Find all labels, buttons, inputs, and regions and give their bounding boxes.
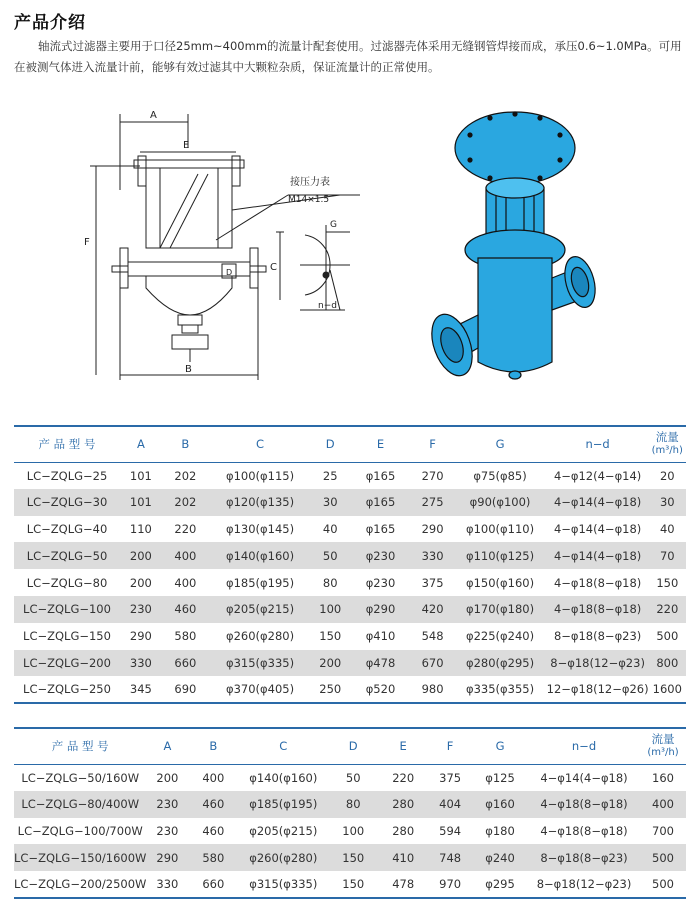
cell-nd: 8−φ18(8−φ23) — [540, 850, 628, 865]
cell-f: 330 — [421, 548, 444, 563]
cell-a: 101 — [129, 468, 152, 483]
cell-g: φ170(φ180) — [466, 602, 535, 617]
cell-g: φ240 — [485, 850, 515, 865]
cell-d: 80 — [322, 575, 338, 590]
table-row — [14, 516, 686, 543]
cell-e: 478 — [392, 877, 415, 892]
cell-b: 660 — [174, 655, 197, 670]
cell-nd: 4−φ18(8−φ18) — [540, 823, 628, 838]
cell-d: 30 — [322, 495, 338, 510]
cell-model: LC−ZQLG−50/160W — [21, 770, 140, 785]
cell-nd: 4−φ12(4−φ14) — [553, 468, 642, 483]
cell-nd: 4−φ14(4−φ18) — [540, 770, 628, 785]
cell-b: 580 — [174, 629, 197, 644]
gauge-label: 接压力表 — [290, 177, 330, 188]
header-e: E — [399, 739, 407, 754]
cell-model: LC−ZQLG−30 — [26, 495, 108, 510]
cell-flow: 500 — [652, 877, 674, 892]
cell-a: 290 — [129, 629, 152, 644]
cell-d: 50 — [345, 770, 361, 785]
cell-flow: 70 — [659, 548, 675, 563]
product-render — [424, 112, 600, 381]
header-d: D — [325, 437, 335, 452]
cell-b: 580 — [202, 850, 225, 865]
cell-e: φ165 — [365, 495, 396, 510]
cell-c: φ120(φ135) — [226, 495, 295, 510]
header-g: G — [495, 437, 505, 452]
cell-flow: 800 — [656, 655, 679, 670]
cell-f: 275 — [421, 495, 444, 510]
cell-f: 548 — [421, 629, 444, 644]
header-flow — [640, 728, 686, 764]
dim-g-label: G — [330, 220, 337, 230]
cell-b: 460 — [202, 823, 225, 838]
cell-flow: 220 — [656, 602, 679, 617]
cell-e: 220 — [392, 770, 415, 785]
cell-g: φ100(φ110) — [466, 521, 535, 536]
cell-e: φ230 — [365, 575, 396, 590]
cell-f: 980 — [421, 682, 444, 697]
cell-f: 670 — [421, 655, 444, 670]
dim-d-label: D — [226, 268, 233, 277]
header-model: 产 品 型 号 — [38, 437, 96, 452]
cell-model: LC−ZQLG−100/700W — [17, 823, 143, 838]
cell-e: 280 — [392, 797, 415, 812]
cell-g: φ150(φ160) — [466, 575, 535, 590]
cell-model: LC−ZQLG−80 — [26, 575, 108, 590]
cell-model: LC−ZQLG−80/400W — [21, 797, 140, 812]
dim-f-label: F — [84, 237, 90, 248]
cell-c: φ370(φ405) — [226, 682, 295, 697]
cell-model: LC−ZQLG−250 — [23, 682, 111, 697]
cell-b: 400 — [202, 770, 225, 785]
cell-b: 460 — [174, 602, 197, 617]
cell-model: LC−ZQLG−200 — [23, 655, 111, 670]
header-c: C — [279, 739, 288, 754]
cell-b: 690 — [174, 682, 197, 697]
table-row — [14, 542, 686, 569]
cell-b: 400 — [174, 575, 197, 590]
cell-a: 200 — [129, 548, 152, 563]
cell-model: LC−ZQLG−200/2500W — [14, 877, 147, 892]
cell-f: 290 — [421, 521, 444, 536]
cell-g: φ75(φ85) — [473, 468, 527, 483]
cell-flow: 160 — [652, 770, 674, 785]
cell-d: 40 — [322, 521, 338, 536]
cell-b: 202 — [174, 495, 197, 510]
cell-g: φ125 — [485, 770, 515, 785]
cell-f: 594 — [439, 823, 462, 838]
cell-b: 460 — [202, 797, 225, 812]
header-e: E — [376, 437, 385, 452]
cell-g: φ280(φ295) — [466, 655, 535, 670]
dim-e-label: E — [183, 140, 190, 151]
cell-e: 280 — [392, 823, 415, 838]
header-flow-label: 流量 — [655, 430, 679, 445]
cell-flow: 1600 — [652, 682, 682, 697]
cell-c: φ205(φ215) — [226, 602, 295, 617]
cell-f: 748 — [439, 850, 462, 865]
cell-b: 660 — [202, 877, 225, 892]
cell-nd: 4−φ18(8−φ18) — [540, 797, 628, 812]
cell-model: LC−ZQLG−50 — [26, 548, 108, 563]
cell-a: 101 — [129, 495, 152, 510]
cell-e: φ410 — [365, 629, 396, 644]
spec-table-standard — [14, 425, 686, 704]
product-drawings — [0, 100, 700, 410]
cell-flow: 500 — [652, 850, 674, 865]
dim-nd-label: n−d — [318, 301, 337, 311]
cell-e: φ478 — [365, 655, 396, 670]
cell-a: 230 — [129, 602, 152, 617]
header-g: G — [495, 739, 505, 754]
table-header-row — [14, 728, 686, 764]
dim-c-label: C — [270, 262, 277, 273]
table-row — [14, 650, 686, 677]
cell-model: LC−ZQLG−100 — [23, 602, 111, 617]
cell-d: 100 — [319, 602, 342, 617]
cell-flow: 30 — [659, 495, 675, 510]
header-a: A — [136, 437, 145, 452]
cell-nd: 4−φ14(4−φ18) — [553, 548, 642, 563]
cell-f: 270 — [421, 468, 444, 483]
cell-d: 150 — [342, 850, 365, 865]
spec-table-w-series — [14, 727, 686, 899]
cell-c: φ260(φ280) — [226, 629, 295, 644]
cell-flow: 40 — [659, 521, 675, 536]
cell-model: LC−ZQLG−150/1600W — [14, 850, 147, 865]
cell-e: φ290 — [365, 602, 396, 617]
cell-e: φ230 — [365, 548, 396, 563]
cell-a: 200 — [156, 770, 179, 785]
cell-c: φ260(φ280) — [249, 850, 318, 865]
cell-nd: 4−φ14(4−φ18) — [553, 521, 642, 536]
table-row — [14, 596, 686, 623]
table-row — [14, 844, 686, 871]
cell-c: φ140(φ160) — [226, 548, 295, 563]
cell-flow: 500 — [656, 629, 679, 644]
cell-g: φ160 — [485, 797, 515, 812]
cell-f: 404 — [439, 797, 462, 812]
cell-g: φ180 — [485, 823, 515, 838]
table-header-row — [14, 426, 686, 462]
cell-c: φ140(φ160) — [249, 770, 318, 785]
cell-d: 250 — [319, 682, 342, 697]
table-row — [14, 871, 686, 898]
cell-c: φ315(φ335) — [249, 877, 318, 892]
header-nd: n−d — [571, 739, 597, 754]
table-row — [14, 569, 686, 596]
cell-g: φ110(φ125) — [466, 548, 535, 563]
header-f: F — [429, 437, 436, 452]
cell-b: 400 — [174, 548, 197, 563]
technical-drawing — [84, 110, 360, 380]
header-b: B — [209, 739, 218, 754]
cell-flow: 700 — [652, 823, 674, 838]
cell-g: φ225(φ240) — [466, 629, 535, 644]
table-row — [14, 623, 686, 650]
cell-model: LC−ZQLG−150 — [23, 629, 111, 644]
cell-d: 50 — [322, 548, 338, 563]
cell-e: φ520 — [365, 682, 396, 697]
gauge-thread: M14×1.5 — [288, 195, 330, 205]
cell-a: 110 — [129, 521, 152, 536]
cell-d: 80 — [345, 797, 361, 812]
cell-a: 230 — [156, 823, 179, 838]
cell-a: 330 — [129, 655, 152, 670]
cell-c: φ315(φ335) — [226, 655, 295, 670]
cell-c: φ130(φ145) — [226, 521, 295, 536]
cell-b: 202 — [174, 468, 197, 483]
cell-g: φ335(φ355) — [466, 682, 535, 697]
cell-c: φ205(φ215) — [249, 823, 318, 838]
cell-d: 150 — [342, 877, 365, 892]
header-f: F — [446, 739, 454, 754]
cell-flow: 20 — [659, 468, 675, 483]
table-row — [14, 791, 686, 818]
cell-a: 345 — [129, 682, 152, 697]
cell-nd: 8−φ18(8−φ23) — [553, 629, 642, 644]
header-b: B — [181, 437, 190, 452]
cell-d: 100 — [342, 823, 365, 838]
cell-f: 420 — [421, 602, 444, 617]
header-flow-unit: (m³/h) — [647, 747, 679, 759]
cell-c: φ185(φ195) — [226, 575, 295, 590]
cell-f: 970 — [439, 877, 462, 892]
table-row — [14, 764, 686, 791]
dim-a-label: A — [150, 110, 157, 121]
cell-a: 330 — [156, 877, 179, 892]
header-flow — [649, 426, 686, 462]
cell-c: φ185(φ195) — [249, 797, 318, 812]
cell-e: φ165 — [365, 521, 396, 536]
header-flow-unit: (m³/h) — [651, 445, 683, 457]
cell-f: 375 — [421, 575, 444, 590]
cell-model: LC−ZQLG−25 — [26, 468, 108, 483]
cell-nd: 8−φ18(12−φ23) — [550, 655, 645, 670]
header-c: C — [256, 437, 265, 452]
table-row — [14, 462, 686, 489]
cell-flow: 150 — [656, 575, 679, 590]
cell-b: 220 — [174, 521, 197, 536]
header-d: D — [348, 739, 358, 754]
cell-f: 375 — [439, 770, 462, 785]
cell-d: 200 — [319, 655, 342, 670]
cell-c: φ100(φ115) — [226, 468, 295, 483]
cell-nd: 4−φ14(4−φ18) — [553, 495, 642, 510]
table-row — [14, 676, 686, 703]
header-a: A — [163, 739, 172, 754]
cell-g: φ295 — [485, 877, 515, 892]
table-row — [14, 818, 686, 845]
header-flow-label: 流量 — [651, 732, 675, 747]
header-model: 产 品 型 号 — [51, 739, 109, 754]
cell-g: φ90(φ100) — [469, 495, 531, 510]
table-row — [14, 489, 686, 516]
cell-nd: 4−φ18(8−φ18) — [553, 602, 642, 617]
cell-nd: 8−φ18(12−φ23) — [536, 877, 632, 892]
cell-flow: 400 — [652, 797, 674, 812]
cell-d: 150 — [319, 629, 342, 644]
cell-a: 290 — [156, 850, 179, 865]
cell-d: 25 — [322, 468, 338, 483]
header-nd: n−d — [585, 437, 610, 452]
cell-model: LC−ZQLG−40 — [26, 521, 108, 536]
cell-e: 410 — [392, 850, 415, 865]
intro-paragraph: 轴流式过滤器主要用于口径25mm~400mm的流量计配套使用。过滤器壳体采用无缝钢管焊接而成，承压0.6~1.0MPa。可用在被测气体进入流量计前，能够有效过滤其中大颗粒杂质，保证流量计的正常使用。 — [14, 39, 682, 74]
cell-a: 200 — [129, 575, 152, 590]
cell-nd: 12−φ18(12−φ26) — [546, 682, 649, 697]
cell-nd: 4−φ18(8−φ18) — [553, 575, 642, 590]
cell-e: φ165 — [365, 468, 396, 483]
cell-a: 230 — [156, 797, 179, 812]
page-title: 产品介绍 — [14, 13, 86, 33]
dim-b-label: B — [185, 364, 192, 375]
